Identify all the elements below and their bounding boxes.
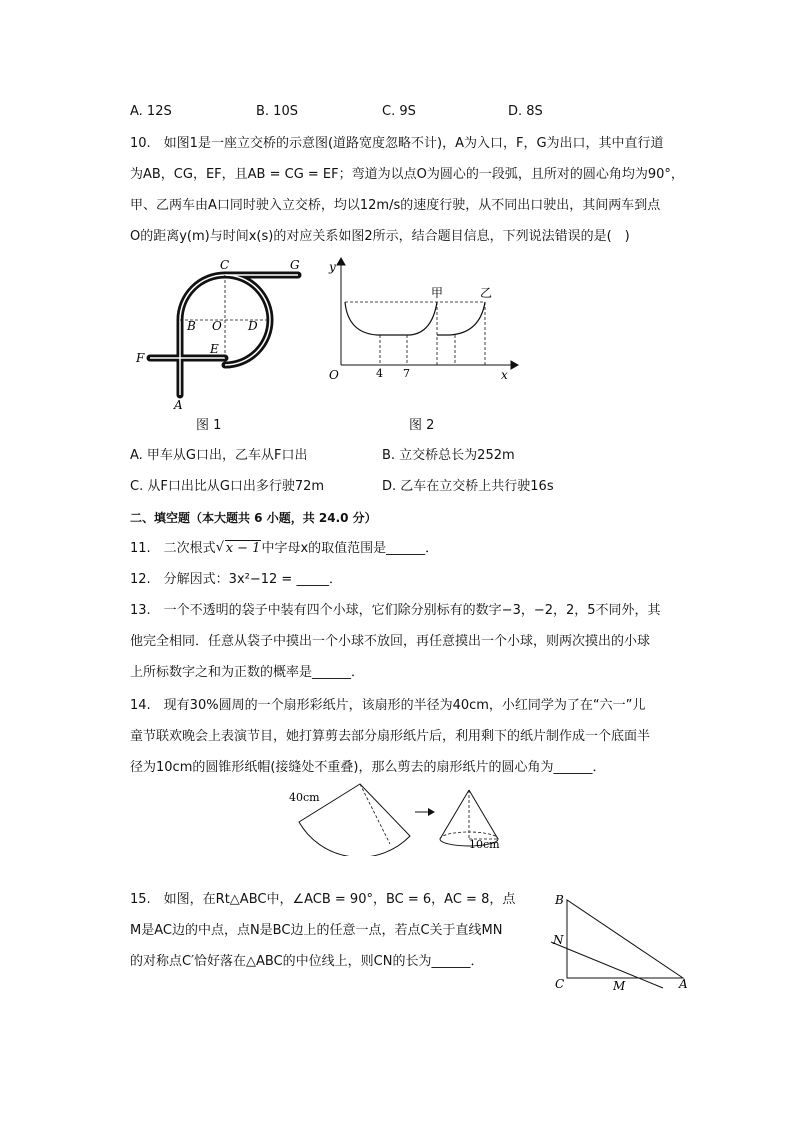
q15-label-n: N — [553, 933, 564, 947]
q11-suffix: 中字母x的取值范围是______． — [261, 541, 439, 556]
q14-label-base: 10cm — [469, 838, 500, 851]
q9-option-b: B. 10S — [256, 104, 298, 119]
q15-label-a: A — [679, 977, 688, 991]
q11-radicand: x − 1 — [225, 541, 261, 556]
q12: 12. 分解因式：3x²−12 = _____． — [130, 572, 342, 587]
fig2-label-jia: 甲 — [431, 286, 444, 300]
fig2-label-x: x — [501, 368, 508, 382]
q10-line-2: 为AB，CG，EF，且AB = CG = EF；弯道为以点O为圆心的一段弧，且所对的圆心角均为90°， — [130, 167, 684, 182]
q15-line-3: 的对称点C′恰好落在△ABC的中位线上，则CN的长为______． — [130, 954, 484, 969]
q13-line-1: 13. 一个不透明的袋子中装有四个小球，它们除分别标有的数字−3，−2，2，5不同外，其 — [130, 603, 661, 618]
fig2-tick-4: 4 — [376, 367, 383, 380]
q10-figure-2 — [315, 255, 520, 385]
q10-line-1: 10. 如图1是一座立交桥的示意图(道路宽度忽略不计)，A为入口，F，G为出口，其中直行道 — [130, 136, 664, 151]
q15-label-c: C — [555, 977, 565, 991]
fig1-label-a: A — [174, 398, 183, 412]
q14-line-1: 14. 现有30%圆周的一个扇形彩纸片，该扇形的半径为40cm，小红同学为了在“六一”儿 — [130, 698, 646, 713]
q11-prefix: 11. 二次根式 — [130, 541, 216, 556]
q10-figure-1 — [130, 255, 310, 415]
fig1-label-b: B — [187, 319, 196, 333]
radical-sign-icon: √ — [215, 540, 224, 555]
q9-option-d: D. 8S — [508, 104, 543, 119]
q10-option-c: C. 从F口出比从G口出多行驶72m — [130, 479, 325, 494]
q10-line-3: 甲、乙两车由A口同时驶入立交桥，均以12m/s的速度行驶，从不同出口驶出，其间两车到点 — [130, 198, 661, 213]
q14-line-2: 童节联欢晚会上表演节目，她打算剪去部分扇形纸片后，利用剩下的纸片制作成一个底面半 — [130, 729, 651, 744]
fig1-label-c: C — [220, 258, 230, 272]
q9-option-a: A. 12S — [130, 104, 172, 119]
q14-figure — [285, 782, 525, 856]
q10-option-d: D. 乙车在立交桥上共行驶16s — [382, 479, 554, 494]
fig2-label-origin: O — [329, 368, 339, 382]
q11-radical — [216, 541, 262, 557]
q10-option-b: B. 立交桥总长为252m — [382, 448, 515, 463]
fig1-label-g: G — [290, 258, 300, 272]
q15-label-m: M — [613, 979, 626, 993]
q9-option-c: C. 9S — [382, 104, 416, 119]
q13-line-2: 他完全相同．任意从袋子中摸出一个小球不放回，再任意摸出一个小球，则两次摸出的小球 — [130, 634, 651, 649]
q11 — [130, 541, 438, 557]
fig1-label-e: E — [210, 342, 219, 356]
q10-line-4: O的距离y(m)与时间x(s)的对应关系如图2所示，结合题目信息，下列说法错误的是( ) — [130, 229, 630, 244]
fig1-label-o: O — [212, 319, 222, 333]
fig2-tick-7: 7 — [403, 367, 410, 380]
q10-option-a: A. 甲车从G口出，乙车从F口出 — [130, 448, 308, 463]
q15-figure — [545, 890, 705, 995]
fig1-caption: 图 1 — [196, 418, 222, 433]
q15-line-1: 15. 如图，在Rt△ABC中，∠ACB = 90°，BC = 6，AC = 8，点 — [130, 892, 516, 907]
section-2-title: 二、填空题（本大题共 6 小题，共 24.0 分） — [130, 511, 377, 525]
q13-line-3: 上所标数字之和为正数的概率是______． — [130, 665, 365, 680]
fig2-label-yi: 乙 — [480, 286, 493, 300]
fig1-label-f: F — [136, 351, 145, 365]
fig1-label-d: D — [248, 319, 258, 333]
q14-label-radius: 40cm — [289, 791, 320, 804]
fig2-label-y: y — [329, 260, 336, 274]
q14-line-3: 径为10cm的圆锥形纸帽(接缝处不重叠)，那么剪去的扇形纸片的圆心角为______． — [130, 760, 606, 775]
q15-label-b: B — [555, 893, 564, 907]
fig2-caption: 图 2 — [409, 418, 435, 433]
q15-line-2: M是AC边的中点，点N是BC边上的任意一点，若点C关于直线MN — [130, 923, 503, 938]
